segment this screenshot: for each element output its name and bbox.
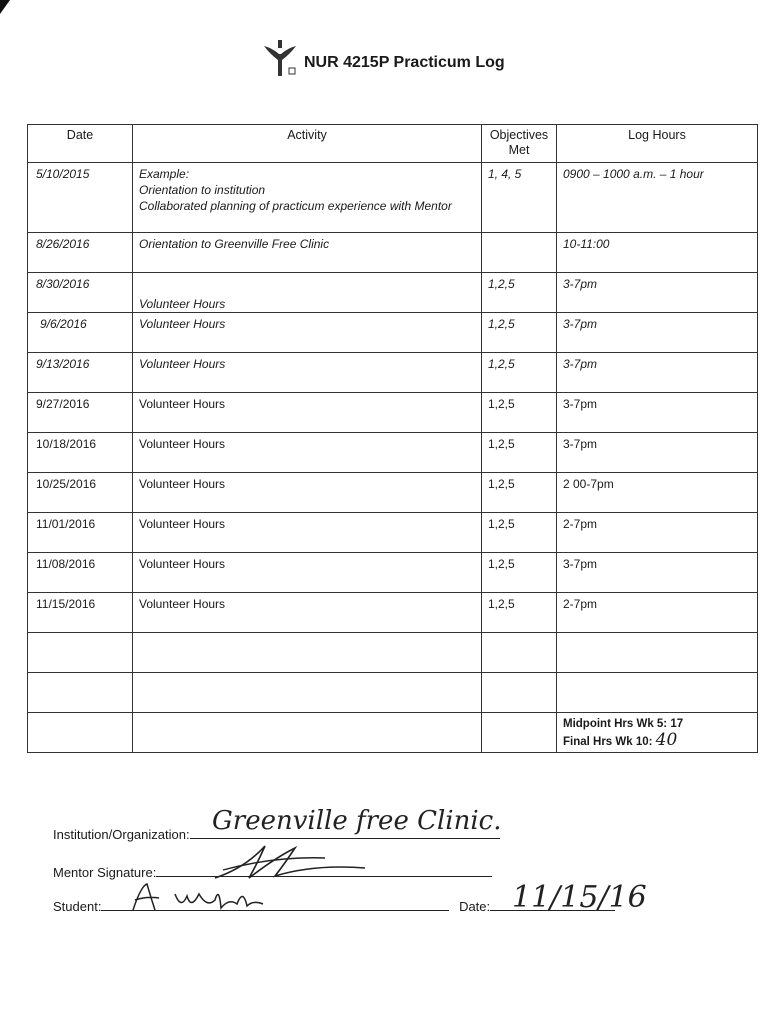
row-activity: Volunteer Hours: [133, 273, 482, 313]
example-activity-line: Collaborated planning of practicum experience with Mentor: [139, 199, 452, 213]
table-row: [28, 313, 758, 353]
institution-value: Greenville free Clinic.: [212, 806, 502, 836]
row-objectives: [482, 233, 557, 273]
table-row: [28, 353, 758, 393]
table-row: [28, 513, 758, 553]
scan-corner-mark: [0, 0, 10, 14]
row-hours: 3-7pm: [557, 273, 758, 313]
row-date: 8/30/2016: [28, 273, 133, 313]
table-row: [28, 553, 758, 593]
empty-cell: [28, 713, 133, 753]
institution-logo-icon: [262, 38, 298, 78]
final-hours: [563, 732, 751, 750]
row-objectives: 1,2,5: [482, 593, 557, 633]
midpoint-label: Midpoint Hrs Wk 5:: [563, 718, 668, 730]
midpoint-value: 17: [670, 718, 684, 730]
row-date: 9/27/2016: [28, 393, 133, 433]
row-activity: Volunteer Hours: [133, 433, 482, 473]
row-date: 11/15/2016: [28, 593, 133, 633]
date-value: 11/15/16: [512, 880, 647, 915]
final-value: 40: [655, 730, 678, 750]
row-activity: Volunteer Hours: [133, 473, 482, 513]
empty-cell: [28, 673, 133, 713]
example-objectives: 1, 4, 5: [482, 163, 557, 233]
empty-cell: [133, 713, 482, 753]
empty-cell: [133, 633, 482, 673]
student-signature-image: [125, 880, 275, 916]
row-hours: 3-7pm: [557, 353, 758, 393]
example-hours: 0900 – 1000 a.m. – 1 hour: [557, 163, 758, 233]
final-label: Final Hrs Wk 10:: [563, 736, 653, 748]
row-date: 8/26/2016: [28, 233, 133, 273]
empty-cell: [28, 633, 133, 673]
row-objectives: 1,2,5: [482, 553, 557, 593]
row-date: 10/18/2016: [28, 433, 133, 473]
mentor-signature-label: Mentor Signature:: [53, 865, 157, 880]
mentor-signature-image: [205, 838, 385, 886]
row-activity: Volunteer Hours: [133, 593, 482, 633]
row-hours: 2 00-7pm: [557, 473, 758, 513]
totals-cell: [557, 713, 758, 753]
example-activity: [133, 163, 482, 233]
row-hours: 3-7pm: [557, 393, 758, 433]
row-activity: Volunteer Hours: [133, 513, 482, 553]
table-row: [28, 233, 758, 273]
header-date: Date: [28, 125, 133, 163]
table-row: [28, 593, 758, 633]
totals-row: [28, 713, 758, 753]
table-row: [28, 473, 758, 513]
empty-cell: [482, 633, 557, 673]
table-header-row: [28, 125, 758, 163]
example-activity-line: Example:: [139, 167, 190, 181]
header-log-hours: Log Hours: [557, 125, 758, 163]
practicum-log-table: [27, 124, 758, 753]
row-date: 10/25/2016: [28, 473, 133, 513]
institution-label: Institution/Organization:: [53, 827, 190, 842]
row-date: 11/08/2016: [28, 553, 133, 593]
row-date: 11/01/2016: [28, 513, 133, 553]
empty-cell: [557, 633, 758, 673]
example-activity-line: Orientation to institution: [139, 183, 266, 197]
row-activity: Volunteer Hours: [133, 393, 482, 433]
row-date: 9/6/2016: [28, 313, 133, 353]
row-hours: 3-7pm: [557, 553, 758, 593]
empty-cell: [482, 673, 557, 713]
row-objectives: 1,2,5: [482, 513, 557, 553]
row-hours: 3-7pm: [557, 313, 758, 353]
row-hours: 3-7pm: [557, 433, 758, 473]
row-date: 9/13/2016: [28, 353, 133, 393]
row-objectives: 1,2,5: [482, 473, 557, 513]
example-date: 5/10/2015: [28, 163, 133, 233]
page-title: NUR 4215P Practicum Log: [304, 54, 505, 71]
table-row: [28, 273, 758, 313]
row-hours: 2-7pm: [557, 513, 758, 553]
student-label: Student:: [53, 899, 102, 914]
row-hours: 2-7pm: [557, 593, 758, 633]
empty-cell: [133, 673, 482, 713]
page-header: [262, 38, 505, 78]
row-activity: Volunteer Hours: [133, 553, 482, 593]
empty-row: [28, 673, 758, 713]
row-objectives: 1,2,5: [482, 313, 557, 353]
example-row: [28, 163, 758, 233]
row-objectives: 1,2,5: [482, 393, 557, 433]
header-objectives-met: Objectives Met: [482, 125, 557, 163]
empty-cell: [557, 673, 758, 713]
table-row: [28, 393, 758, 433]
date-label: Date:: [459, 899, 491, 914]
row-activity: Orientation to Greenville Free Clinic: [133, 233, 482, 273]
row-objectives: 1,2,5: [482, 353, 557, 393]
header-activity: Activity: [133, 125, 482, 163]
empty-cell: [482, 713, 557, 753]
row-hours: 10-11:00: [557, 233, 758, 273]
empty-row: [28, 633, 758, 673]
table-row: [28, 433, 758, 473]
row-activity: Volunteer Hours: [133, 313, 482, 353]
row-objectives: 1,2,5: [482, 273, 557, 313]
row-activity: Volunteer Hours: [133, 353, 482, 393]
row-objectives: 1,2,5: [482, 433, 557, 473]
